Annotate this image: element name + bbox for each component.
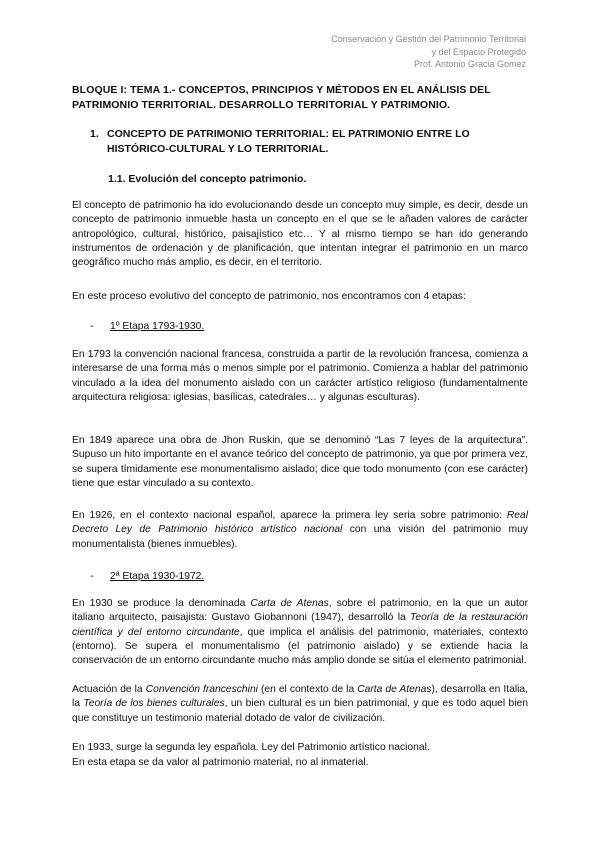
header-course-line1: Conservación y Gestión del Patrimonio Territorial: [331, 34, 526, 44]
paragraph-1933: En 1933, surge la segunda ley española. Ley del Patrimonio artístico nacional.: [72, 742, 430, 753]
text-run: ), desarrolla en Italia, la: [72, 684, 528, 710]
paragraph-1793: En 1793 la convención nacional francesa, construida a partir de la revolución francesa, comienza a interesarse de una forma más o menos simple por el patrimonio. Comienza a hablar del patrimonio vinculado a la idea del monumento aislado con un carácter artístico religioso (fundamentalmente arquitectura religiosa: iglesias, basílicas, catedrales… y algunas esculturas).: [72, 349, 528, 403]
stage-2-label: 2ª Etapa 1930-1972.: [110, 571, 205, 582]
text-run: En 1926, en el contexto nacional español, aparece la primera ley seria sobre patrimonio:: [72, 510, 507, 521]
paragraph-1926: [72, 509, 528, 552]
law-title: Real Decreto Ley de Patrimonio histórico artístico nacional: [72, 510, 528, 536]
list-dash: -: [90, 571, 94, 582]
text-run: , sobre el patrimonio, en la que un autor italiano arquitecto, paisajista: Gustavo Giobannoni (1947), desarrolló la: [72, 598, 529, 624]
header-course-line2: y del Espacio Protegido: [431, 46, 526, 57]
block-title: BLOQUE I: TEMA 1.- CONCEPTOS, PRINCIPIOS Y MÉTODOS EN EL ANÁLISIS DEL PATRIMONIO TERRITORIAL. DESARROLLO TERRITORIAL Y PATRIMONIO.: [72, 84, 491, 111]
stage-1-item: [90, 320, 204, 334]
section-heading: [90, 127, 528, 157]
text-run: , un bien cultural es un bien patrimonial, y que es todo aquel bien que constituye un testimonio material dotado de valor de civilización.: [72, 698, 528, 724]
text-run: Actuación de la: [72, 684, 146, 695]
stage-2-item: [90, 570, 204, 584]
paragraph-1930: [72, 597, 528, 668]
paragraph-franceschini: [72, 683, 528, 726]
text-run: , que implica el análisis del patrimonio, materiales, contexto (entorno). Se supera el monumentalismo (el patrimonio aislado) y se extiende hacia la conservación de un entorno circundante mucho más amplio donde se sitúa el elemento patrimonial.: [72, 626, 528, 667]
text-run: En 1930 se produce la denominada: [72, 598, 251, 609]
subsection-heading: 1.1. Evolución del concepto patrimonio.: [108, 173, 307, 185]
section-number: 1.: [90, 128, 99, 140]
section-title: CONCEPTO DE PATRIMONIO TERRITORIAL: EL PATRIMONIO ENTRE LO HISTÓRICO-CULTURAL Y LO TERRITORIAL.: [107, 128, 470, 155]
theory-title: Teoría de los bienes culturales: [83, 698, 225, 710]
text-run: con una visión del patrimonio muy monumentalista (bienes inmuebles).: [72, 524, 528, 550]
theory-title: Teoría de la restauración científica y del entorno circundante: [72, 612, 528, 638]
carta-atenas-title: Carta de Atenas: [357, 684, 432, 695]
list-dash: -: [90, 321, 94, 332]
page-header: [226, 33, 526, 71]
stage-1-label: 1º Etapa 1793-1930.: [110, 321, 205, 332]
paragraph-1849: En 1849 aparece una obra de Jhon Ruskin, que se denominó “Las 7 leyes de la arquitectura”. Supuso un hito importante en el avance teórico del concepto de patrimonio, ya que por primera vez, se supera tímidamente ese monumentalismo aislado; dice que todo monumento (con ese carácter) tiene que estar vinculado a su contexto.: [72, 435, 528, 489]
carta-atenas-title: Carta de Atenas: [250, 598, 329, 609]
header-professor: Prof. Antonio Gracia Gomez: [413, 59, 526, 69]
paragraph-stages-intro: En este proceso evolutivo del concepto de patrimonio, nos encontramos con 4 etapas:: [72, 291, 466, 302]
convention-title: Convención franceschini: [145, 684, 258, 695]
paragraph-intro: El concepto de patrimonio ha ido evolucionando desde un concepto muy simple, es decir, desde un concepto de patrimonio inmueble hasta un concepto en el que se le añaden valores de carácter antropológico, cultural, histórico, paisajístico etc… Y al mismo tiempo se han ido generando instrumentos de ordenación y de planificación, que intentan integrar el patrimonio en un marco geográfico mucho más amplio, es decir, en el territorio.: [72, 200, 528, 269]
paragraph-material: En esta etapa se da valor al patrimonio material, no al inmaterial.: [72, 757, 369, 768]
text-run: (en el contexto de la: [257, 684, 358, 695]
